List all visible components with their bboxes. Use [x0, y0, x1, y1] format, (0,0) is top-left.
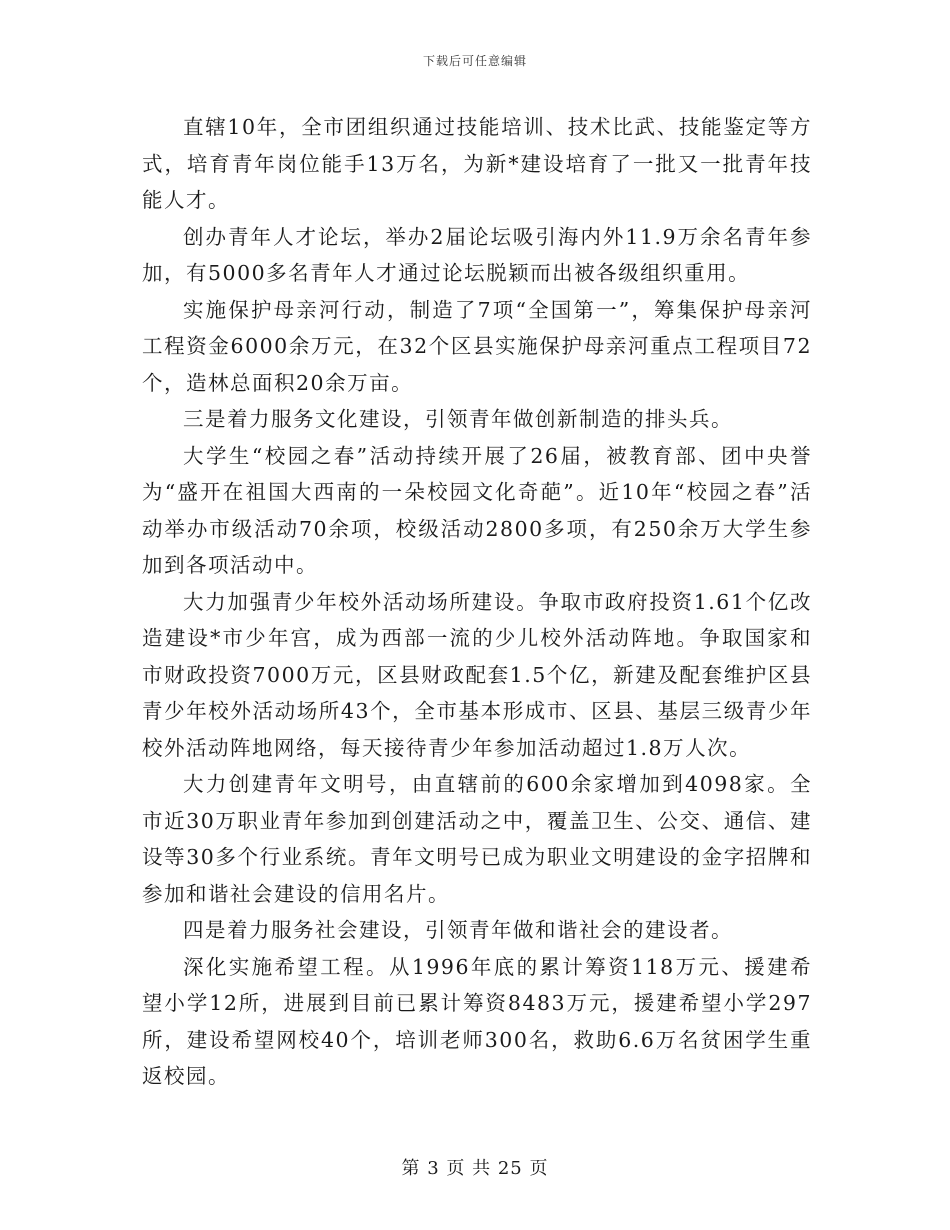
paragraph-civilization-units: 大力创建青年文明号，由直辖前的600余家增加到4098家。全市近30万职业青年参加到创建活动之中，覆盖卫生、公交、通信、建设等30多个行业系统。青年文明号已成为职业文明建设的金字招牌和参加和谐社会建设的信用名片。	[142, 772, 812, 906]
paragraph-culture-heading: 三是着力服务文化建设，引领青年做创新制造的排头兵。	[183, 407, 733, 431]
paragraph-mother-river: 实施保护母亲河行动，制造了7项“全国第一”，筹集保护母亲河工程资金6000余万元，在32个区县实施保护母亲河重点工程项目72个，造林总面积20余万亩。	[142, 297, 812, 395]
paragraph-skills-training: 直辖10年，全市团组织通过技能培训、技术比武、技能鉴定等方式，培育青年岗位能手13万名，为新*建设培育了一批又一批青年技能人才。	[142, 115, 812, 212]
paragraph-society-heading: 四是着力服务社会建设，引领青年做和谐社会的建设者。	[183, 918, 733, 942]
paragraph-campus-spring: 大学生“校园之春”活动持续开展了26届，被教育部、团中央誉为“盛开在祖国大西南的一朵校园文化奇葩”。近10年“校园之春”活动举办市级活动70余项，校级活动2800多项，有250余万大学生参加到各项活动中。	[142, 443, 812, 577]
paragraph-youth-venues: 大力加强青少年校外活动场所建设。争取市政府投资1.61个亿改造建设*市少年宫，成为西部一流的少儿校外活动阵地。争取国家和市财政投资7000万元，区县财政配套1.5个亿，新建及配套维护区县青少年校外活动场所43个，全市基本形成市、区县、基层三级青少年校外活动阵地网络，每天接待青少年参加活动超过1.8万人次。	[142, 589, 812, 760]
document-body	[142, 109, 812, 1095]
page-header-note: 下载后可任意编辑	[422, 54, 527, 68]
paragraph-hope-project: 深化实施希望工程。从1996年底的累计筹资118万元、援建希望小学12所，进展到目前已累计筹资8483万元，援建希望小学297所，建设希望网校40个，培训老师300名，救助6.6万名贫困学生重返校园。	[142, 954, 812, 1088]
paragraph-talent-forum: 创办青年人才论坛，举办2届论坛吸引海内外11.9万余名青年参加，有5000多名青年人才通过论坛脱颖而出被各级组织重用。	[142, 224, 812, 285]
page-number: 第 3 页 共 25 页	[401, 1158, 549, 1179]
